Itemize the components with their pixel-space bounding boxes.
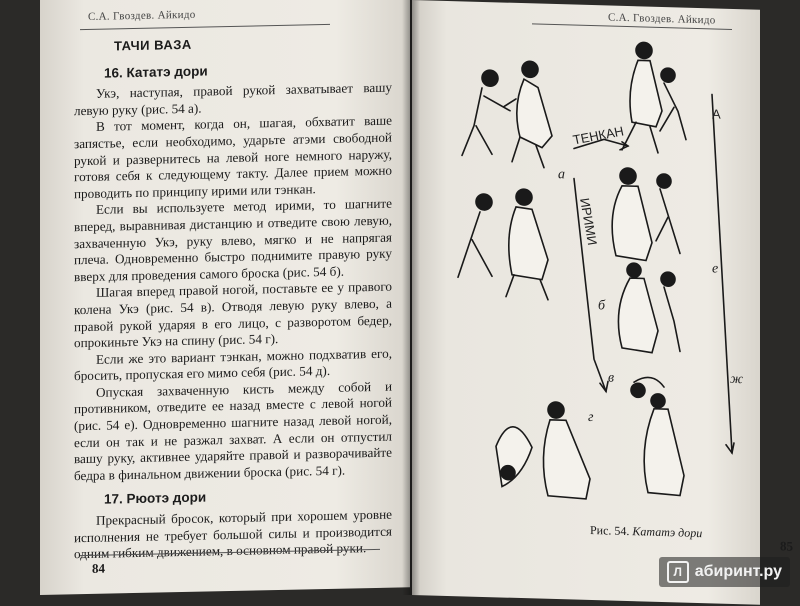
watermark-text: абиринт.ру	[694, 563, 782, 580]
watermark	[659, 557, 790, 587]
label-e: е	[712, 261, 719, 277]
figure-pair-a	[462, 59, 552, 168]
book-gutter	[402, 0, 420, 595]
label-a: а	[558, 167, 565, 183]
label-v: в	[608, 370, 615, 386]
right-page	[412, 0, 793, 605]
figure-pair-e	[618, 263, 680, 354]
open-book	[40, 0, 793, 595]
paragraph-4: Шагая вперед правой ногой, поставьте ее у правого колена Укэ (рис. 54 в). Отводя левую руку влево, а правой рукой ударяя в его лицо, с разворотом бедер, опрокиньте Укэ на спину (рис. 54 г).	[74, 278, 392, 351]
paragraph-1: Укэ, наступая, правой рукой захватывает вашу левую руку (рис. 54 а).	[74, 79, 392, 119]
figure-54-illustration	[412, 24, 760, 524]
caption-lead: Рис. 54.	[590, 522, 630, 539]
figure-caption	[590, 523, 702, 541]
paragraph-6: Опуская захваченную кисть между собой и противником, отведите ее назад вместе с левой ногой (рис. 54 е). Одновременно шагните назад левой ногой, если он так и не разжал захват. А если он отпустил вашу руку, активнее ударяйте правой и разворачивайте бедра в финальном движении броска (рис. 54 г).	[74, 378, 392, 484]
paragraph-2: В тот момент, когда он, шагая, обхватит ваше запястье, если необходимо, ударьте атэми свободной рукой и развернитесь на левой ноге немного наружу, готовя себя к следующему такту. Далее прием можно проводить по принципу ирими или тэнкан.	[74, 113, 392, 202]
label-b: б	[598, 298, 606, 314]
paragraph-5: Если же это вариант тэнкан, можно подхватив его, бросить, пропуская его мимо себя (рис. 54 д).	[74, 345, 392, 384]
figure-pair-tenkan	[612, 168, 680, 262]
figure-pair-zh	[631, 377, 684, 496]
figure-pair-g	[496, 400, 590, 499]
label-A: А	[712, 106, 721, 122]
label-tenkan: ТЕНКАН	[571, 123, 626, 148]
label-irimi: ИРИМИ	[577, 196, 601, 247]
section-17-paragraph: Прекрасный бросок, который при хорошем уровне исполнения не требует большой силы и производится одним гибким движением, в основном правой руки.	[74, 506, 392, 562]
left-page	[40, 0, 410, 595]
left-text-column	[74, 33, 392, 563]
right-running-head: С.А. Гвоздев. Айкидо	[608, 11, 716, 27]
right-page-number: 85	[780, 538, 793, 554]
left-page-number: 84	[92, 560, 105, 576]
watermark-logo-icon: Л	[667, 561, 689, 583]
figure-pair-top-right	[622, 42, 686, 154]
caption-title: Кататэ дори	[632, 524, 703, 541]
left-running-head: С.А. Гвоздев. Айкидо	[88, 8, 196, 23]
figure-pair-b	[458, 187, 548, 300]
label-g: г	[588, 409, 594, 426]
section-16-title: 16. Кататэ дори	[104, 63, 208, 81]
chapter-title: ТАЧИ ВАЗА	[114, 36, 192, 54]
left-header-rule	[80, 24, 330, 30]
section-17-title: 17. Рюотэ дори	[104, 489, 207, 508]
paragraph-3: Если вы используете метод ирими, то шагните вперед, выравнивая дистанцию и отведите свою левую, захваченную Укэ, руку влево, мягко и не напрягая плеча. Одновременно быстро поднимите правую руку вверх для проведения самого броска (рис. 54 б).	[74, 195, 392, 285]
label-zh: ж	[730, 371, 744, 388]
